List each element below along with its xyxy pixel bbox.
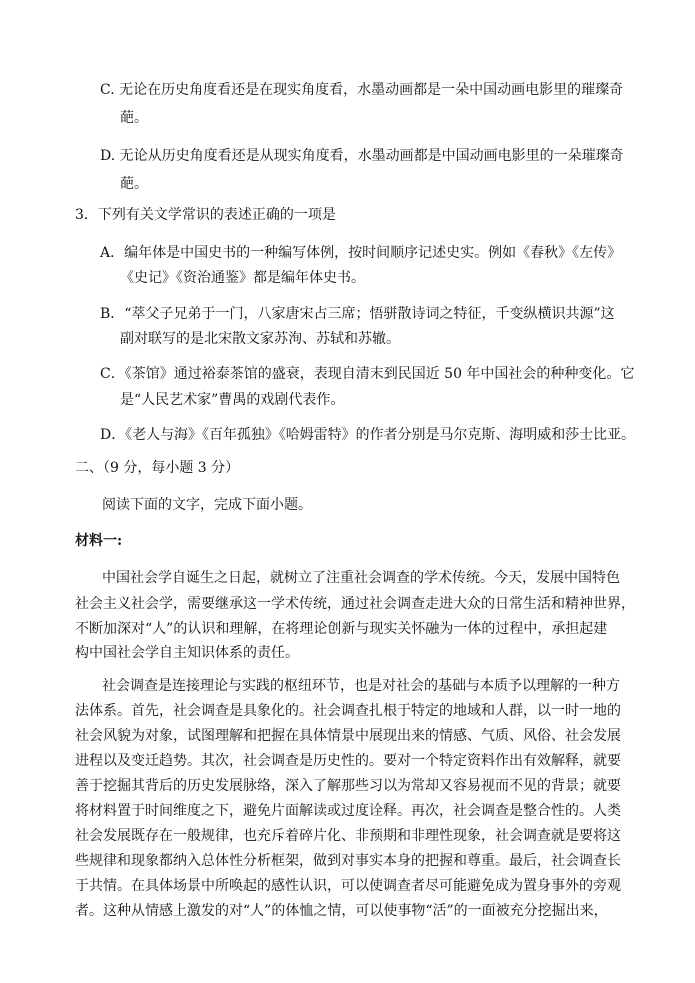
para1-line4: 构中国社会学自主知识体系的责任。 [75,645,299,661]
q3-option-b-line2: 副对联写的是北宋散文家苏洵、苏轼和苏辙。 [120,331,400,347]
para1-line2: 社会主义社会学，需要继承这一学术传统，通过社会调查走进大众的日常生活和精神世界， [75,596,635,612]
q3-option-a-line1: A．编年体是中国史书的一种编写体例，按时间顺序记述史实。例如《春秋》《左传》 [100,245,622,261]
para2-line8: 些规律和现象都纳入总体性分析框架，做到对事实本身的把握和尊重。最后，社会调查长 [75,853,621,869]
q3-stem: 3．下列有关文学常识的表述正确的一项是 [75,207,336,223]
para2-line5: 善于挖掘其背后的历史发展脉络，深入了解那些习以为常却又容易视而不见的背景；就要 [75,778,621,794]
q3-option-c-line2: 是“人民艺术家”曹禺的戏剧代表作。 [120,392,345,408]
section2-heading: 二、（9 分，每小题 3 分） [75,460,240,476]
q3-option-a-line2: 《史记》《资治通鉴》都是编年体史书。 [120,270,365,286]
para1-line1: 中国社会学自诞生之日起，就树立了注重社会调查的学术传统。今天，发展中国特色 [102,570,620,586]
para2-line6: 将材料置于时间维度之下，避免片面解读或过度诠释。再次，社会调查是整合性的。人类 [75,803,621,819]
q2-option-d-line2: 葩。 [120,176,148,192]
para2-line7: 社会发展既存在一般规律，也充斥着碎片化、非预期和非理性现象，社会调查就是要将这 [75,828,621,844]
q3-option-d-line1: D．《老人与海》《百年孤独》《哈姆雷特》的作者分别是马尔克斯、海明威和莎士比亚。 [100,427,636,443]
section2-instruction: 阅读下面的文字，完成下面小题。 [102,497,312,513]
q2-option-d-line1: D. 无论从历史角度看还是从现实角度看，水墨动画都是中国动画电影里的一朵璀璨奇 [100,148,624,164]
para1-line3: 不断加深对“人”的认识和理解，在将理论创新与现实关怀融为一体的过程中，承担起建 [75,621,608,637]
q3-option-c-line1: C．《茶馆》通过裕泰茶馆的盛衰，表现自清末到民国近 50 年中国社会的种种变化。它 [100,366,635,382]
para2-line3: 社会风貌为对象，试图理解和把握在具体情景中展现出来的情感、气质、风俗、社会发展 [75,728,621,744]
para2-line10: 者。这种从情感上激发的对“人”的体恤之情，可以使事物“活”的一面被充分挖掘出来， [75,903,608,919]
para2-line9: 于共情。在具体场景中所唤起的感性认识，可以使调查者尽可能避免成为置身事外的旁观 [75,878,621,894]
para2-line1: 社会调查是连接理论与实践的枢纽环节，也是对社会的基础与本质予以理解的一种方 [102,678,620,694]
q2-option-c-line2: 葩。 [120,110,148,126]
para2-line4: 进程以及变迁趋势。其次，社会调查是历史性的。要对一个特定资料作出有效解释，就要 [75,753,621,769]
material-label: 材料一: [75,533,123,549]
para2-line2: 法体系。首先，社会调查是具象化的。社会调查扎根于特定的地域和人群，以一时一地的 [75,703,621,719]
q2-option-c-line1: C. 无论在历史角度看还是在现实角度看，水墨动画都是一朵中国动画电影里的璀璨奇 [100,82,624,98]
q3-option-b-line1: B．“萃父子兄弟于一门，八家唐宋占三席；悟骈散诗词之特征，千变纵横识共源”这 [100,306,615,322]
